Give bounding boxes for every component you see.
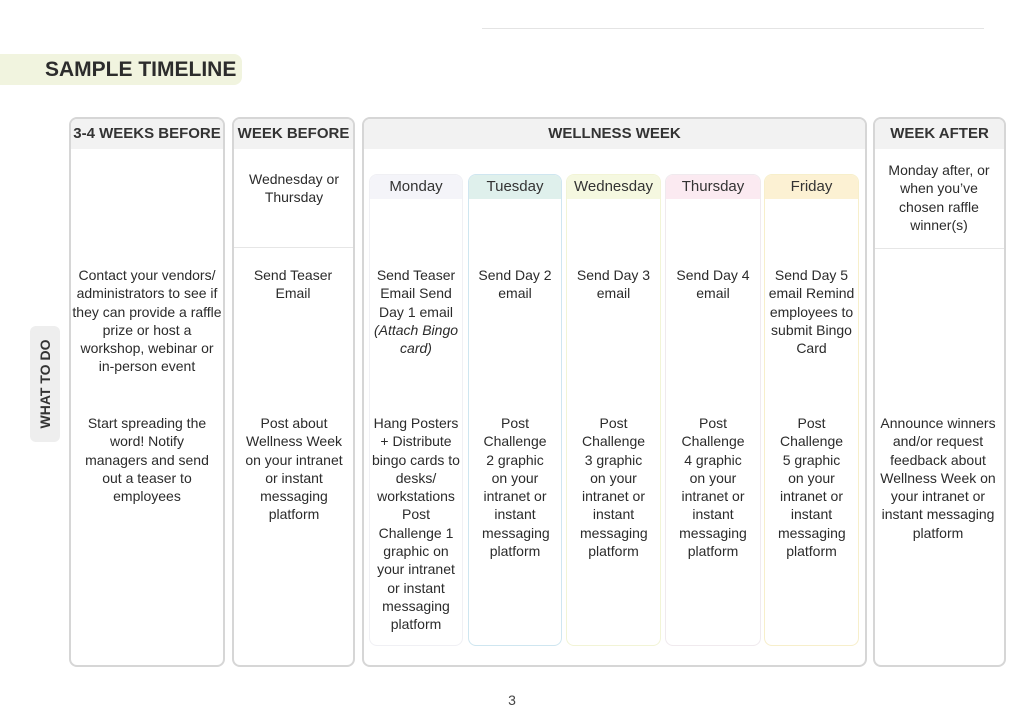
title-banner — [0, 54, 242, 85]
column-header: WEEK BEFORE — [234, 119, 353, 149]
task-text: Send Teaser Email — [253, 267, 333, 302]
task-text — [668, 266, 758, 303]
day-column-tuesday — [468, 174, 562, 646]
task-text: Post Challenge 2 graphic on your intranet or instant messaging platform — [482, 415, 550, 560]
task-text: Post Challenge 5 graphic on your intranet or instant messaging platform — [778, 415, 846, 560]
task-text: Contact your vendors/ administrators to see if they can provide a raffle prize or host a workshop, webinar or in-person event — [72, 267, 222, 375]
divider — [234, 247, 353, 248]
day-column-thursday — [665, 174, 761, 646]
timing-text: Wednesday or Thursday — [248, 171, 339, 206]
divider — [875, 248, 1004, 249]
day-header: Tuesday — [469, 175, 561, 199]
column-header: WEEK AFTER — [875, 119, 1004, 149]
column-header: WELLNESS WEEK — [364, 119, 865, 149]
column-header: 3-4 WEEKS BEFORE — [71, 119, 223, 149]
day-header: Thursday — [666, 175, 760, 199]
task-text — [372, 266, 460, 357]
day-column-wednesday — [566, 174, 661, 646]
task-text — [767, 266, 856, 357]
day-column-friday — [764, 174, 859, 646]
day-header: Monday — [370, 175, 462, 199]
task-line: Send Day 3 email — [576, 267, 651, 302]
task-text: Hang Posters + Distribute bingo cards to desks/ workstations Post Challenge 1 graphic on your intranet or instant messaging platform — [372, 415, 460, 633]
column-3-4-weeks-before — [69, 117, 225, 667]
task-text: Post Challenge 4 graphic on your intranet or instant messaging platform — [679, 415, 747, 560]
task-line: Send Day 2 email — [478, 267, 552, 302]
task-line: Send Day 5 email Remind employees to submit Bingo Card — [768, 267, 855, 357]
task-text: Post Challenge 3 graphic on your intranet or instant messaging platform — [580, 415, 648, 560]
day-header: Friday — [765, 175, 858, 199]
page-number: 3 — [508, 692, 516, 708]
day-header: Wednesday — [567, 175, 660, 199]
task-text — [471, 266, 559, 303]
top-rule — [482, 28, 984, 29]
page-title: SAMPLE TIMELINE — [45, 58, 237, 81]
task-text — [569, 266, 658, 303]
timing-text: Monday after, or when you’ve chosen raffle winner(s) — [888, 162, 990, 233]
task-note: (Attach Bingo card) — [373, 321, 459, 357]
side-label-text: WHAT TO DO — [37, 339, 53, 429]
task-text: Post about Wellness Week on your intranet or instant messaging platform — [245, 415, 343, 523]
task-line: Send Teaser Email Send Day 1 email — [376, 267, 456, 320]
task-text: Start spreading the word! Notify managers and send out a teaser to employees — [85, 415, 209, 505]
task-line: Send Day 4 email — [676, 267, 750, 302]
task-text: Announce winners and/or request feedback about Wellness Week on your intranet or instant messaging platform — [880, 415, 996, 541]
side-label — [30, 326, 60, 442]
